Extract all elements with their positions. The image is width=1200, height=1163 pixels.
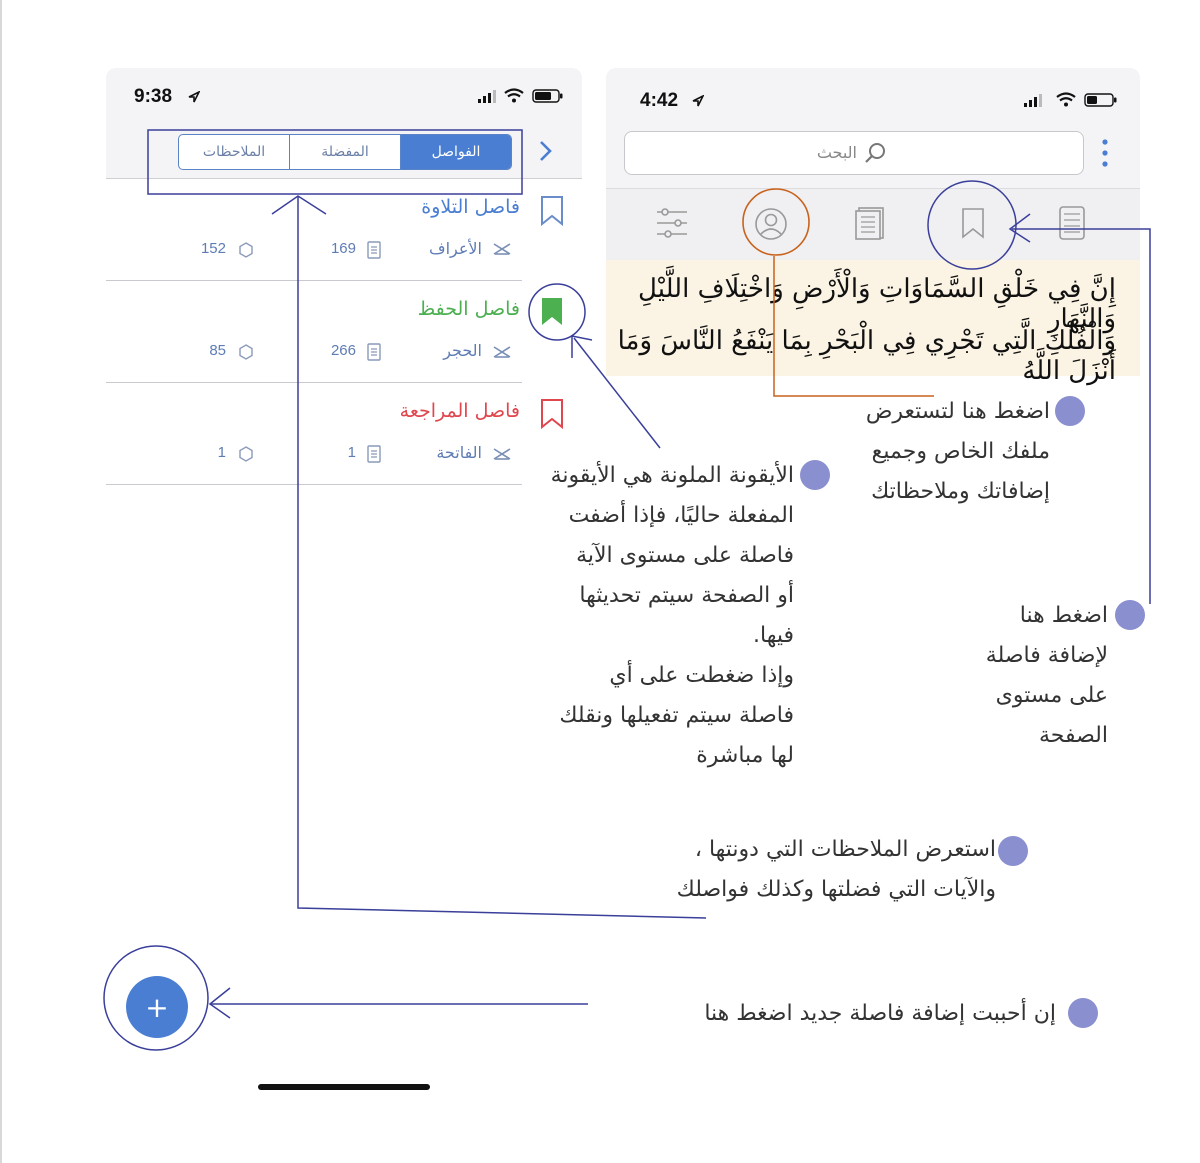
annotation-dot [1055, 396, 1085, 426]
bookmark-count: 152 [200, 240, 226, 257]
annotation-active-icon: الأيقونة الملونة هي الأيقونة المفعلة حاليًا، فإذا أضفت فاصلة على مستوى الآية أو الصفحة سيتم تحديثها فيها. وإذا ضغطت على أي فاصلة سيتم تفعيلها ونقلك لها مباشرة [550, 463, 794, 768]
tab-bookmarks[interactable]: الفواصل [400, 135, 511, 169]
bookmark-page: 169 [330, 240, 356, 257]
bookmark-count: 85 [209, 342, 226, 359]
bookmark-surah: الفاتحة [436, 443, 482, 462]
search-placeholder: البحث [816, 143, 857, 162]
bookmark-surah: الحجر [443, 341, 482, 360]
annotation-dot [1068, 998, 1098, 1028]
annotation-profile: اضغط هنا لتستعرض ملفك الخاص وجميع إضافاتك وملاحظاتك [865, 399, 1050, 504]
status-time: 4:42 [640, 90, 679, 111]
bookmark-surah: الأعراف [429, 239, 482, 258]
verse-line: إِنَّ فِي خَلْقِ السَّمَاوَاتِ وَالْأَرْضِ وَاخْتِلَافِ اللَّيْلِ وَالنَّهَارِ [638, 274, 1116, 334]
annotation-add-page: اضغط هنا لإضافة فاصلة على مستوى الصفحة [985, 603, 1108, 748]
bookmark-title[interactable]: فاصل الحفظ [417, 298, 520, 320]
annotation-add-new: إن أحببت إضافة فاصلة جديد اضغط هنا [704, 1001, 1056, 1026]
add-bookmark-button[interactable]: + [126, 976, 188, 1038]
bookmark-title[interactable]: فاصل التلاوة [421, 196, 520, 218]
status-time: 9:38 [134, 86, 173, 107]
verse-line: وَالْفُلْكِ الَّتِي تَجْرِي فِي الْبَحْرِ بِمَا يَنْفَعُ النَّاسَ وَمَا أَنْزَلَ اللَّهُ [617, 326, 1116, 386]
annotation-dot [1115, 600, 1145, 630]
bookmark-count: 1 [217, 444, 226, 461]
annotation-dot [998, 836, 1028, 866]
home-indicator [258, 1084, 430, 1090]
bookmark-page: 266 [330, 342, 356, 359]
bookmark-page: 1 [347, 444, 356, 461]
annotation-notes-tabs: استعرض الملاحظات التي دونتها ، والآيات التي فضلتها وكذلك فواصلك [676, 837, 996, 902]
tab-notes[interactable]: الملاحظات [202, 144, 266, 160]
bookmark-title[interactable]: فاصل المراجعة [399, 400, 520, 422]
tab-favorites[interactable]: المفضلة [289, 135, 400, 169]
